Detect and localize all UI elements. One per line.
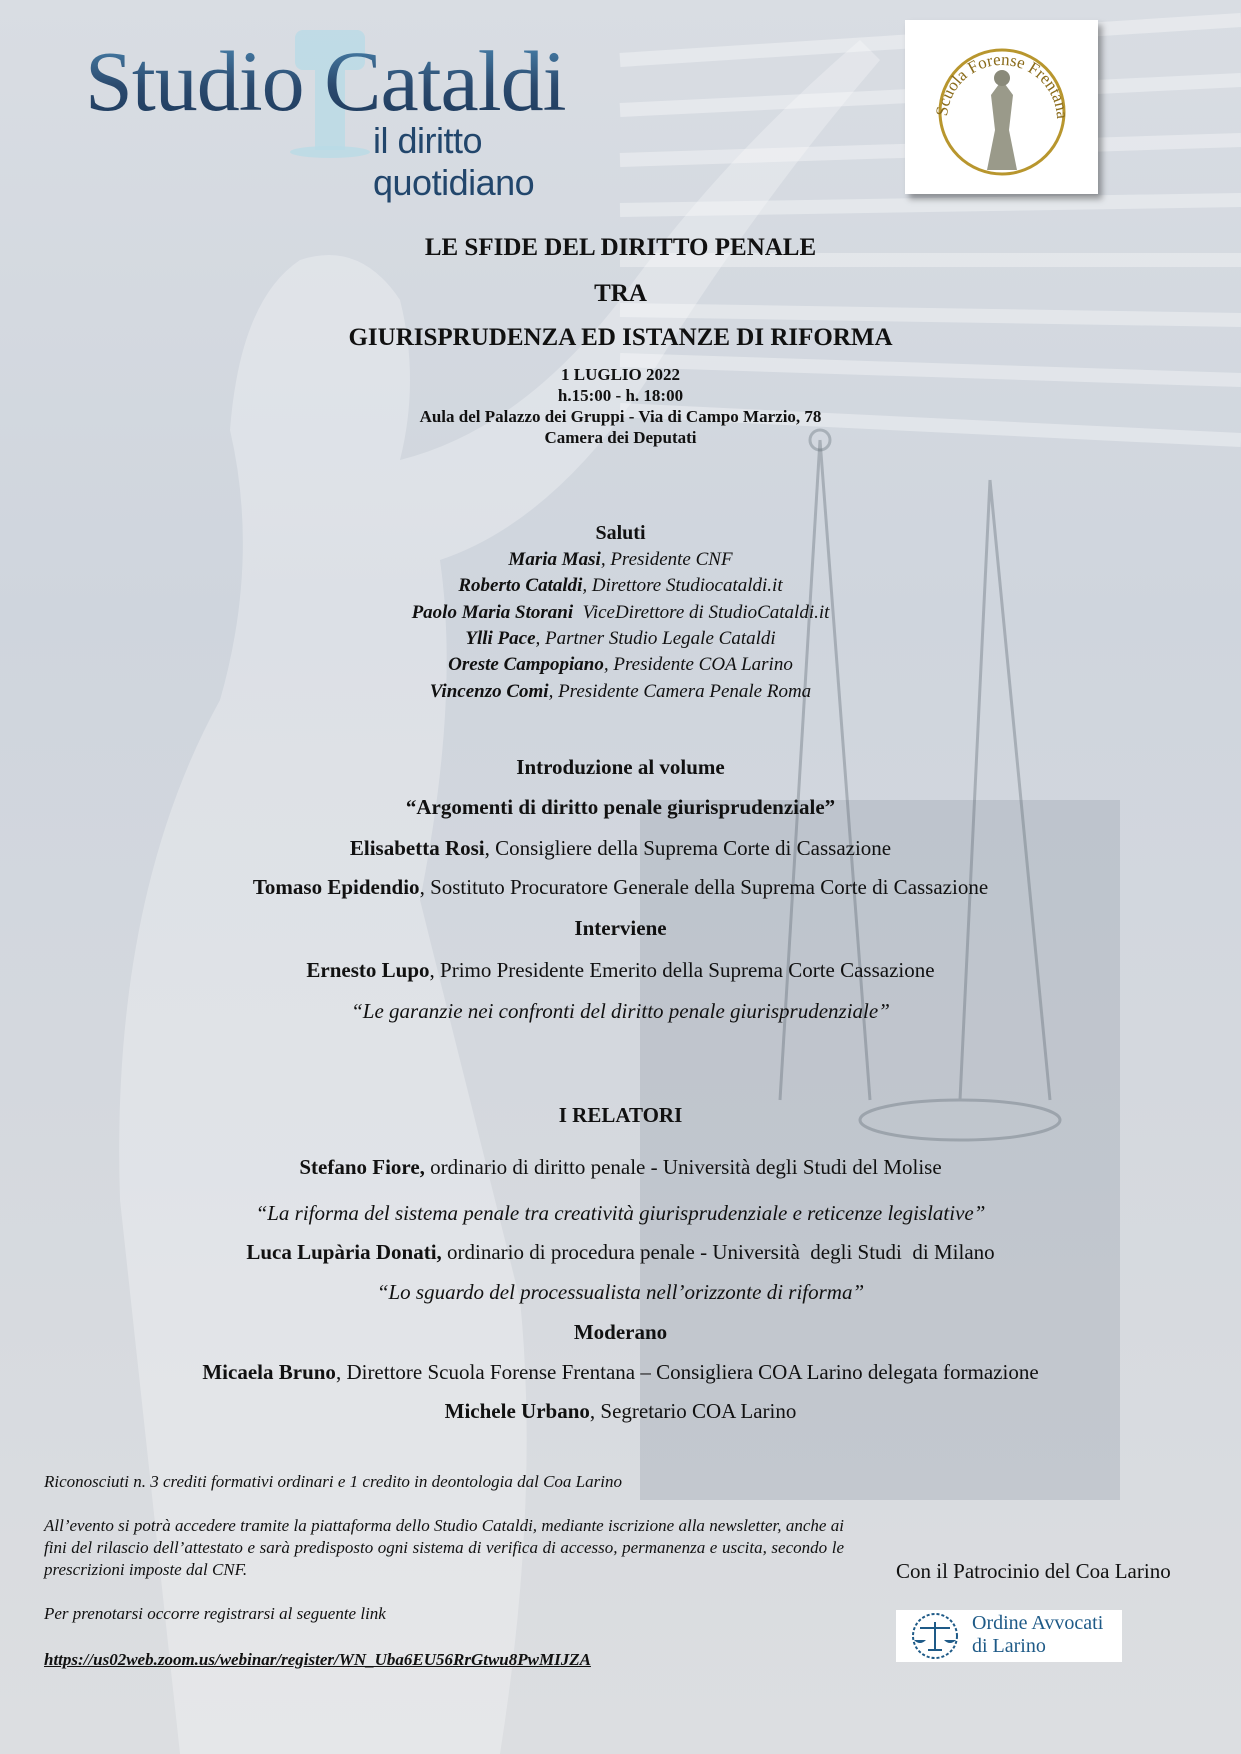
ordine-line2: di Larino xyxy=(972,1635,1046,1657)
patrocinio-text: Con il Patrocinio del Coa Larino xyxy=(896,1559,1171,1583)
relatore: Luca Lupària Donati, ordinario di procedura penale - Università degli Studi di Milano xyxy=(246,1240,995,1264)
event-time: h.15:00 - h. 18:00 xyxy=(557,386,684,405)
interviene-heading: Interviene xyxy=(574,916,667,940)
scuola-forense-seal xyxy=(905,20,1098,194)
event-date: 1 LUGLIO 2022 xyxy=(560,365,681,384)
saluti-item: Roberto Cataldi, Direttore Studiocataldi.it xyxy=(458,575,783,596)
moderano-heading: Moderano xyxy=(573,1320,668,1344)
event-title-line3: GIURISPRUDENZA ED ISTANZE DI RIFORMA xyxy=(348,324,893,351)
register-note: Per prenotarsi occorre registrarsi al seguente link xyxy=(44,1604,386,1623)
moderatore: Micaela Bruno, Direttore Scuola Forense Frentana – Consigliera COA Larino delegata formazione xyxy=(202,1360,1039,1384)
intro-speaker: Tomaso Epidendio, Sostituto Procuratore Generale della Suprema Corte di Cassazione xyxy=(252,875,989,899)
logo-brand: Studio Cataldi xyxy=(85,33,566,129)
saluti-item: Maria Masi, Presidente CNF xyxy=(508,549,733,570)
ordine-line1: Ordine Avvocati xyxy=(972,1612,1104,1634)
saluti-item: Oreste Campopiano, Presidente COA Larino xyxy=(448,654,793,675)
registration-link[interactable]: https://us02web.zoom.us/webinar/register/WN_Uba6EU56RrGtwu8PwMIJZA xyxy=(44,1650,591,1669)
ordine-avvocati-logo xyxy=(896,1610,1122,1662)
access-note: All’evento si potrà accedere tramite la piattaforma dello Studio Cataldi, mediante iscrizione alla newsletter, anche ai fini del rilascio dell’attestato e sarà predisposto ogni sistema di verifica di accesso, permanenza e uscita, secondo le prescrizioni imposte dal CNF. xyxy=(44,1516,844,1579)
scuola-forense-frentana-badge xyxy=(905,20,1098,194)
event-venue-2: Camera dei Deputati xyxy=(544,428,697,447)
event-venue: Aula del Palazzo dei Gruppi - Via di Campo Marzio, 78 xyxy=(419,407,822,426)
studio-cataldi-logo xyxy=(85,20,645,203)
saluti-item: Vincenzo Comi, Presidente Camera Penale Roma xyxy=(429,681,812,702)
relatore-topic: “La riforma del sistema penale tra creatività giurisprudenziale e reticenze legislative” xyxy=(255,1201,986,1225)
intro-book-title: “Argomenti di diritto penale giurisprudenziale” xyxy=(405,795,836,819)
credits-note: Riconosciuti n. 3 crediti formativi ordinari e 1 credito in deontologia dal Coa Larino xyxy=(44,1472,622,1491)
relatore: Stefano Fiore, ordinario di diritto penale - Università degli Studi del Molise xyxy=(299,1155,942,1179)
scales-icon xyxy=(900,1610,970,1662)
relatori-heading: I RELATORI xyxy=(558,1103,683,1127)
saluti-heading: Saluti xyxy=(595,522,646,544)
saluti-item: Ylli Pace, Partner Studio Legale Cataldi xyxy=(465,628,776,649)
logo-tagline: il diritto quotidiano xyxy=(373,120,535,203)
intro-heading: Introduzione al volume xyxy=(516,755,725,779)
interviene-topic: “Le garanzie nei confronti del diritto penale giurisprudenziale” xyxy=(351,999,890,1023)
moderatore: Michele Urbano, Segretario COA Larino xyxy=(444,1399,797,1423)
event-title-line1: LE SFIDE DEL DIRITTO PENALE xyxy=(424,234,817,261)
intro-speaker: Elisabetta Rosi, Consigliere della Suprema Corte di Cassazione xyxy=(349,836,892,860)
badge-text: Scuola Forense Frentana xyxy=(932,49,1073,120)
relatore-topic: “Lo sguardo del processualista nell’orizzonte di riforma” xyxy=(376,1280,865,1304)
saluti-item: Paolo Maria Storani ViceDirettore di StudioCataldi.it xyxy=(411,602,830,623)
event-title-line2: TRA xyxy=(594,280,647,307)
interviene-speaker: Ernesto Lupo, Primo Presidente Emerito della Suprema Corte Cassazione xyxy=(306,958,935,982)
